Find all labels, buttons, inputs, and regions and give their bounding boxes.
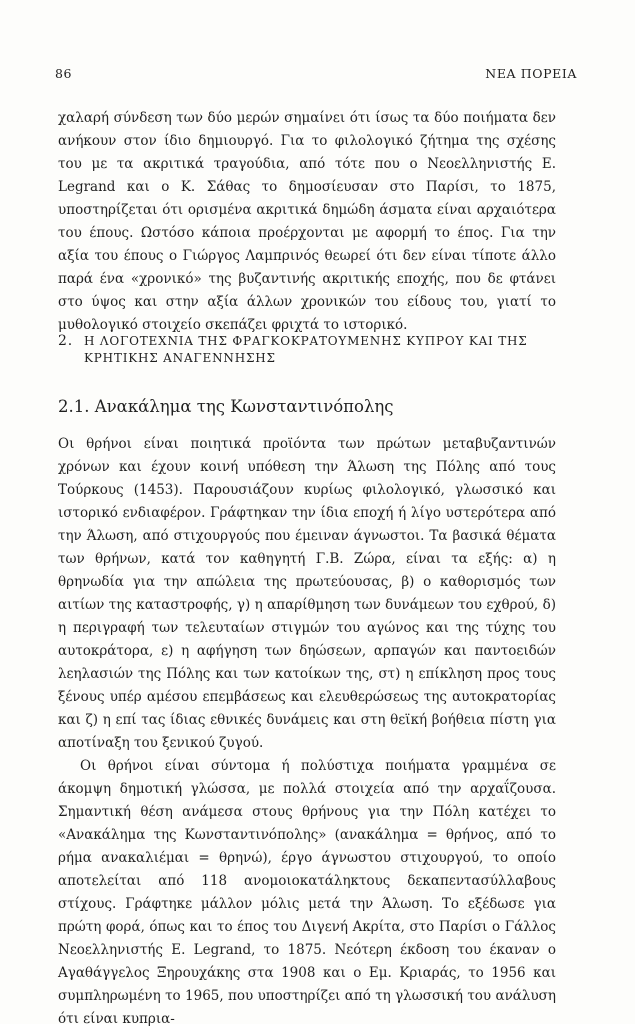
- body-text-block: [58, 433, 556, 1031]
- section-number: 2.: [58, 333, 73, 349]
- body-paragraph-1: Οι θρήνοι είναι ποιητικά προϊόντα των πρώτων μεταβυζαντινών χρόνων και έχουν κοινή υπόθεση την Άλωση της Πόλης από τους Τούρκους (1453). Παρουσιάζουν κυρίως φιλολογικό, γλωσσικό και ιστορικό ενδιαφέρον. Γράφτηκαν την ίδια εποχή ή λίγο υστερότερα από την Άλωση, από στιχουργούς που έμειναν άγνωστοι. Τα βασικά θέματα των θρήνων, κατά τον καθηγητή Γ.Β. Ζώρα, είναι τα εξής: α) η θρηνωδία για την απώλεια της πρωτεύουσας, β) ο καθορισμός των αιτίων της καταστροφής, γ) η απαρίθμηση των δυνάμεων του εχθρού, δ) η περιγραφή των τελευταίων στιγμών του αγώνος και της τύχης του αυτοκράτορα, ε) η αφήγηση των δηώσεων, αρπαγών και παντοειδών λεηλασιών της Πόλης και των κατοίκων της, στ) η επίκληση προς τους ξένους υπέρ αμέσου επεμβάσεως και ελευθερώσεως της αυτοκρατορίας και ζ) η επί τας ίδιας εθνικές δυνάμεις και στη θεϊκή βοήθεια πίστη για αποτίναξη του ξενικού ζυγού.: [58, 436, 556, 751]
- intro-text-block: [58, 107, 556, 337]
- section-heading: [58, 333, 558, 367]
- running-head: [55, 66, 577, 84]
- section-title: Η ΛΟΓΟΤΕΧΝΙΑ ΤΗΣ ΦΡΑΓΚΟΚΡΑΤΟΥΜΕΝΗΣ ΚΥΠΡΟΥ ΚΑΙ ΤΗΣ ΚΡΗΤΙΚΗΣ ΑΝΑΓΕΝΝΗΣΗΣ: [84, 334, 528, 365]
- journal-title: ΝΕΑ ΠΟΡΕΙΑ: [485, 66, 577, 81]
- body-paragraph-2: Οι θρήνοι είναι σύντομα ή πολύστιχα ποιήματα γραμμένα σε άκομψη δημοτική γλώσσα, με πολλά στοιχεία από την αρχαΐζουσα. Σημαντική θέση ανάμεσα στους θρήνους για την Πόλη κατέχει το «Ανακάλημα της Κωνσταντινόπολης» (ανακάλημα = θρήνος, από το ρήμα ανακαλιέμαι = θρηνώ), έργο άγνωστου στιχουργού, το οποίο αποτελείται από 118 ανομοιοκατάληκτους δεκαπεντασύλλαβους στίχους. Γράφτηκε μάλλον μόλις μετά την Άλωση. Το εξέδωσε για πρώτη φορά, όπως και το έπος του Διγενή Ακρίτα, στο Παρίσι ο Γάλλος Νεοελληνιστής Ε. Legrand, το 1875. Νεότερη έκδοση του έκαναν ο Αγαθάγγελος Ξηρουχάκης στα 1908 και ο Εμ. Κριαράς, το 1956 και συμπληρωμένη το 1965, που υποστηρίζει από τη γλωσσική του ανάλυση ότι είναι κυπρια-: [58, 758, 556, 1027]
- subsection-heading: 2.1. Ανακάλημα της Κωνσταντινόπολης: [58, 397, 394, 416]
- page-number: 86: [55, 66, 73, 81]
- intro-paragraph: χαλαρή σύνδεση των δύο μερών σημαίνει ότι ίσως τα δύο ποιήματα δεν ανήκουν στον ίδιο δημιουργό. Για το φιλολογικό ζήτημα της σχέσης του με τα ακριτικά τραγούδια, από τότε που ο Νεοελληνιστής Ε. Legrand και ο Κ. Σάθας το δημοσίευσαν στο Παρίσι, το 1875, υποστηρίζεται ότι ορισμένα ακριτικά δημώδη άσματα είναι αρχαιότερα του έπους. Ωστόσο κάποια προέρχονται με αφορμή το έπος. Για την αξία του έπους ο Γιώργος Λαμπρινός θεωρεί ότι δεν είναι τίποτε άλλο παρά ένα «χρονικό» της βυζαντινής ακριτικής εποχής, που δε φτάνει στο ύψος και στην αξία άλλων χρονικών του είδους του, γιατί το μυθολογικό στοιχείο σκεπάζει φριχτά το ιστορικό.: [58, 110, 556, 333]
